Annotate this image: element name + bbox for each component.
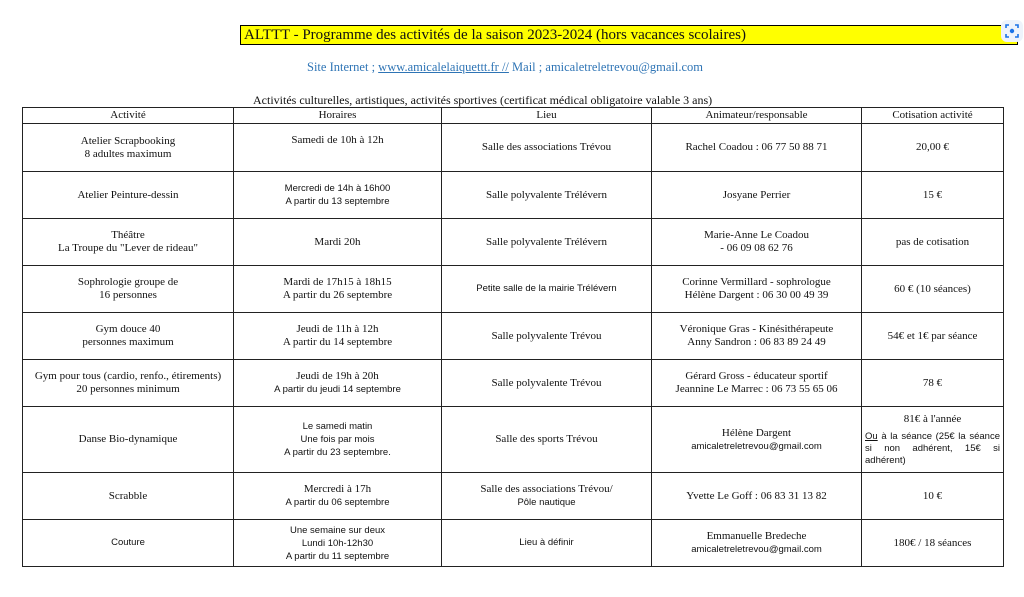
animateur-line: Josyane Perrier — [722, 188, 791, 201]
activite-cell — [23, 360, 234, 407]
lieu-cell — [442, 473, 652, 520]
animateur-line: Hélène Dargent : 06 30 00 49 39 — [684, 289, 829, 301]
horaires-line: A partir du 11 septembre — [285, 550, 390, 562]
activite-line: La Troupe du "Lever de rideau" — [57, 242, 199, 254]
horaires-cell — [234, 407, 442, 473]
horaires-line: Une semaine sur deux — [289, 524, 386, 536]
activite-line: Scrabble — [108, 489, 148, 502]
table-row — [23, 266, 1004, 313]
table-row — [23, 407, 1004, 473]
horaires-line: A partir du 26 septembre — [282, 289, 393, 301]
site-label: Site Internet ; — [307, 60, 379, 74]
document-title: ALTTT - Programme des activités de la saison 2023-2024 (hors vacances scolaires) — [240, 25, 1018, 45]
horaires-cell — [234, 520, 442, 567]
cotisation-ou: Ou — [865, 430, 878, 442]
section-subtitle: Activités culturelles, artistiques, activités sportives (certificat médical obligatoire valable 3 ans) — [253, 93, 713, 107]
table-header-row — [23, 108, 1004, 124]
cotisation-cell: 54€ et 1€ par séance — [862, 313, 1004, 360]
activite-cell — [23, 266, 234, 313]
cotisation-cell: 60 € (10 séances) — [862, 266, 1004, 313]
mail-label: Mail ; — [508, 60, 546, 74]
cotisation-cell: 10 € — [862, 473, 1004, 520]
activite-line: personnes maximum — [82, 336, 174, 348]
animateur-cell — [652, 360, 862, 407]
mail-link[interactable]: amicaletreletrevou@gmail.com — [545, 60, 704, 74]
animateur-cell — [652, 407, 862, 473]
animateur-cell — [652, 473, 862, 520]
animateur-line: amicaletreletrevou@gmail.com — [691, 440, 822, 452]
horaires-cell — [234, 473, 442, 520]
animateur-line: Corinne Vermillard - sophrologue — [682, 276, 831, 288]
activite-line: Gym douce 40 — [95, 323, 161, 335]
activite-cell — [23, 520, 234, 567]
animateur-line: Yvette Le Goff : 06 83 31 13 82 — [686, 489, 827, 502]
lens-search-icon-glyph — [1004, 23, 1020, 39]
horaires-line: A partir du 13 septembre — [285, 196, 390, 207]
table-row — [23, 219, 1004, 266]
activite-line: Gym pour tous (cardio, renfo., étirements) — [34, 370, 222, 382]
cotisation-cell: 15 € — [862, 172, 1004, 219]
animateur-cell — [652, 520, 862, 567]
horaires-line: Lundi 10h-12h30 — [301, 537, 374, 549]
horaires-line: Le samedi matin — [302, 421, 373, 432]
cotisation-cell — [862, 407, 1004, 473]
activite-line: 8 adultes maximum — [84, 147, 172, 160]
activite-cell — [23, 124, 234, 172]
horaires-line: Une fois par mois — [300, 434, 375, 445]
animateur-line: - 06 09 08 62 76 — [720, 242, 793, 254]
horaires-cell — [234, 219, 442, 266]
lieu-line: Salle des associations Trévou/ — [480, 483, 613, 495]
animateur-cell — [652, 266, 862, 313]
horaires-line: Jeudi de 11h à 12h — [296, 323, 379, 335]
lens-search-icon[interactable] — [1001, 20, 1023, 42]
cotisation-cell: pas de cotisation — [862, 219, 1004, 266]
animateur-line: Emmanuelle Bredeche — [706, 530, 807, 542]
horaires-line: Jeudi de 19h à 20h — [296, 370, 379, 382]
lieu-sub-line: Pôle nautique — [517, 497, 576, 508]
animateur-line: Marie-Anne Le Coadou — [703, 229, 810, 241]
horaires-line: A partir du 14 septembre — [282, 336, 393, 348]
lieu-cell: Salle polyvalente Trélévern — [442, 172, 652, 219]
animateur-line: Hélène Dargent — [721, 426, 792, 439]
horaires-cell — [234, 360, 442, 407]
horaires-line: Mercredi de 14h à 16h00 — [284, 183, 391, 194]
activite-cell — [23, 219, 234, 266]
horaires-line: A partir du 23 septembre. — [284, 447, 391, 458]
horaires-line: Mardi de 17h15 à 18h15 — [283, 276, 392, 288]
column-header-activite: Activité — [23, 108, 234, 124]
column-header-lieu: Lieu — [442, 108, 652, 124]
horaires-cell — [234, 124, 442, 172]
column-header-cotisation: Cotisation activité — [862, 108, 1004, 124]
table-row — [23, 360, 1004, 407]
activite-line: Sophrologie groupe de — [77, 276, 179, 288]
lieu-cell: Lieu à définir — [442, 520, 652, 567]
lieu-cell: Salle des associations Trévou — [442, 124, 652, 172]
animateur-line: Gérard Gross - éducateur sportif — [685, 370, 828, 382]
cotisation-cell: 180€ / 18 séances — [862, 520, 1004, 567]
lieu-cell: Salle des sports Trévou — [442, 407, 652, 473]
table-row — [23, 124, 1004, 172]
horaires-line: A partir du jeudi 14 septembre — [274, 384, 401, 395]
activities-table — [22, 107, 1004, 567]
animateur-cell — [652, 219, 862, 266]
cotisation-detail-text: à la séance (25€ la séance si non adhérent, 15€ si adhérent) — [865, 430, 1000, 466]
activite-line: Danse Bio-dynamique — [78, 433, 178, 445]
activite-cell — [23, 473, 234, 520]
cotisation-cell: 20,00 € — [862, 124, 1004, 172]
table-row — [23, 313, 1004, 360]
animateur-line: Véronique Gras - Kinésithérapeute — [679, 323, 834, 335]
activite-line: Couture — [111, 537, 145, 548]
site-link[interactable]: www.amicalelaiquettt.fr // — [378, 60, 509, 74]
horaires-cell — [234, 266, 442, 313]
column-header-horaires: Horaires — [234, 108, 442, 124]
horaires-line: A partir du 06 septembre — [285, 497, 390, 508]
activite-line: Atelier Peinture-dessin — [77, 188, 179, 201]
animateur-line: Anny Sandron : 06 83 89 24 49 — [687, 336, 826, 348]
cotisation-cell: 78 € — [862, 360, 1004, 407]
activite-cell — [23, 172, 234, 219]
contact-links — [307, 60, 703, 75]
animateur-line: amicaletreletrevou@gmail.com — [691, 544, 822, 555]
cotisation-main: 81€ à l'année — [903, 412, 962, 425]
lieu-cell: Petite salle de la mairie Trélévern — [442, 266, 652, 313]
animateur-line: Jeannine Le Marrec : 06 73 55 65 06 — [675, 383, 838, 395]
cotisation-detail — [865, 431, 1000, 467]
animateur-cell — [652, 313, 862, 360]
activite-line: 16 personnes — [99, 289, 157, 301]
lieu-cell: Salle polyvalente Trévou — [442, 360, 652, 407]
horaires-cell — [234, 313, 442, 360]
activite-line: Atelier Scrapbooking — [80, 134, 176, 147]
table-row — [23, 172, 1004, 219]
table-row — [23, 473, 1004, 520]
animateur-cell — [652, 124, 862, 172]
lieu-cell: Salle polyvalente Trélévern — [442, 219, 652, 266]
column-header-animateur: Animateur/responsable — [652, 108, 862, 124]
activite-cell — [23, 313, 234, 360]
activite-line: 20 personnes minimum — [76, 383, 180, 395]
horaires-line: Mardi 20h — [314, 235, 361, 248]
activite-cell — [23, 407, 234, 473]
table-row — [23, 520, 1004, 567]
lieu-cell: Salle polyvalente Trévou — [442, 313, 652, 360]
activite-line: Théâtre — [111, 229, 145, 241]
horaires-line: Mercredi à 17h — [303, 483, 372, 495]
animateur-cell — [652, 172, 862, 219]
horaires-cell — [234, 172, 442, 219]
horaires-line: Samedi de 10h à 12h — [291, 134, 384, 146]
animateur-line: Rachel Coadou : 06 77 50 88 71 — [685, 141, 828, 153]
